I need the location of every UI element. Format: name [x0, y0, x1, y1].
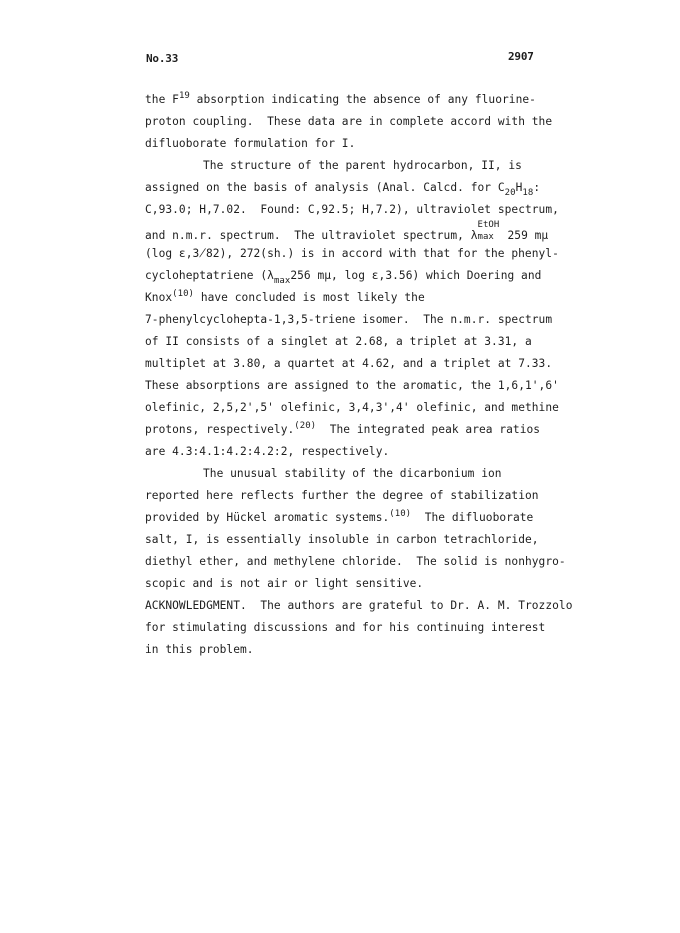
text-line: and n.m.r. spectrum. The ultraviolet spectrum, λ EtOH max 259 mμ	[145, 220, 549, 242]
text-line: (log ε,3̸82), 272(sh.) is in accord with that for the phenyl-	[145, 247, 559, 260]
text-line: diethyl ether, and methylene chloride. The solid is nonhygro-	[145, 555, 566, 568]
text-line: assigned on the basis of analysis (Anal. Calcd. for $C_{20}H_{18}$:	[145, 181, 541, 198]
text-line: Knox$^{(10)}$ have concluded is most likely the	[145, 289, 425, 304]
page-number: 2907	[508, 50, 534, 63]
text-line: of II consists of a singlet at 2.68, a triplet at 3.31, a	[145, 335, 532, 348]
text-line: 7-phenylcyclohepta-1,3,5-triene isomer. The n.m.r. spectrum	[145, 313, 553, 326]
acknowledgment-line: in this problem.	[145, 643, 254, 656]
text-line: difluoborate formulation for I.	[145, 137, 356, 150]
lambda-subscript-stack: EtOH max	[477, 220, 500, 242]
text-line: cycloheptatriene ($\lambda_{max}256$ mμ, log ε,3.56) which Doering and	[145, 269, 542, 286]
text-line: proton coupling. These data are in complete accord with the	[145, 115, 553, 128]
journal-number: No.33	[146, 52, 179, 65]
text-line: salt, I, is essentially insoluble in carbon tetrachloride,	[145, 533, 539, 546]
text-line: scopic and is not air or light sensitive.	[145, 577, 424, 590]
text-line: protons, respectively.$^{(20)}$ The integrated peak area ratios	[145, 421, 541, 436]
text-line: reported here reflects further the degree of stabilization	[145, 489, 539, 502]
text-line: olefinic, 2,5,2',5' olefinic, 3,4,3',4' olefinic, and methine	[145, 401, 559, 414]
text-line: The unusual stability of the dicarbonium ion	[203, 467, 502, 480]
text-line: are 4.3:4.1:4.2:4.2:2, respectively.	[145, 445, 390, 458]
text-line: provided by Hückel aromatic systems.$^{(10)}$ The difluoborate	[145, 509, 534, 524]
text-line: C,93.0; H,7.02. Found: C,92.5; H,7.2), ultraviolet spectrum,	[145, 203, 559, 216]
acknowledgment-line: for stimulating discussions and for his continuing interest	[145, 621, 546, 634]
acknowledgment-line: ACKNOWLEDGMENT. The authors are grateful to Dr. A. M. Trozzolo	[145, 599, 573, 612]
text-line: The structure of the parent hydrocarbon, II, is	[203, 159, 522, 172]
text-line: multiplet at 3.80, a quartet at 4.62, and a triplet at 7.33.	[145, 357, 553, 370]
text-line: the $F^{19}$ absorption indicating the absence of any fluorine-	[145, 91, 536, 106]
text-line: These absorptions are assigned to the aromatic, the 1,6,1',6'	[145, 379, 559, 392]
